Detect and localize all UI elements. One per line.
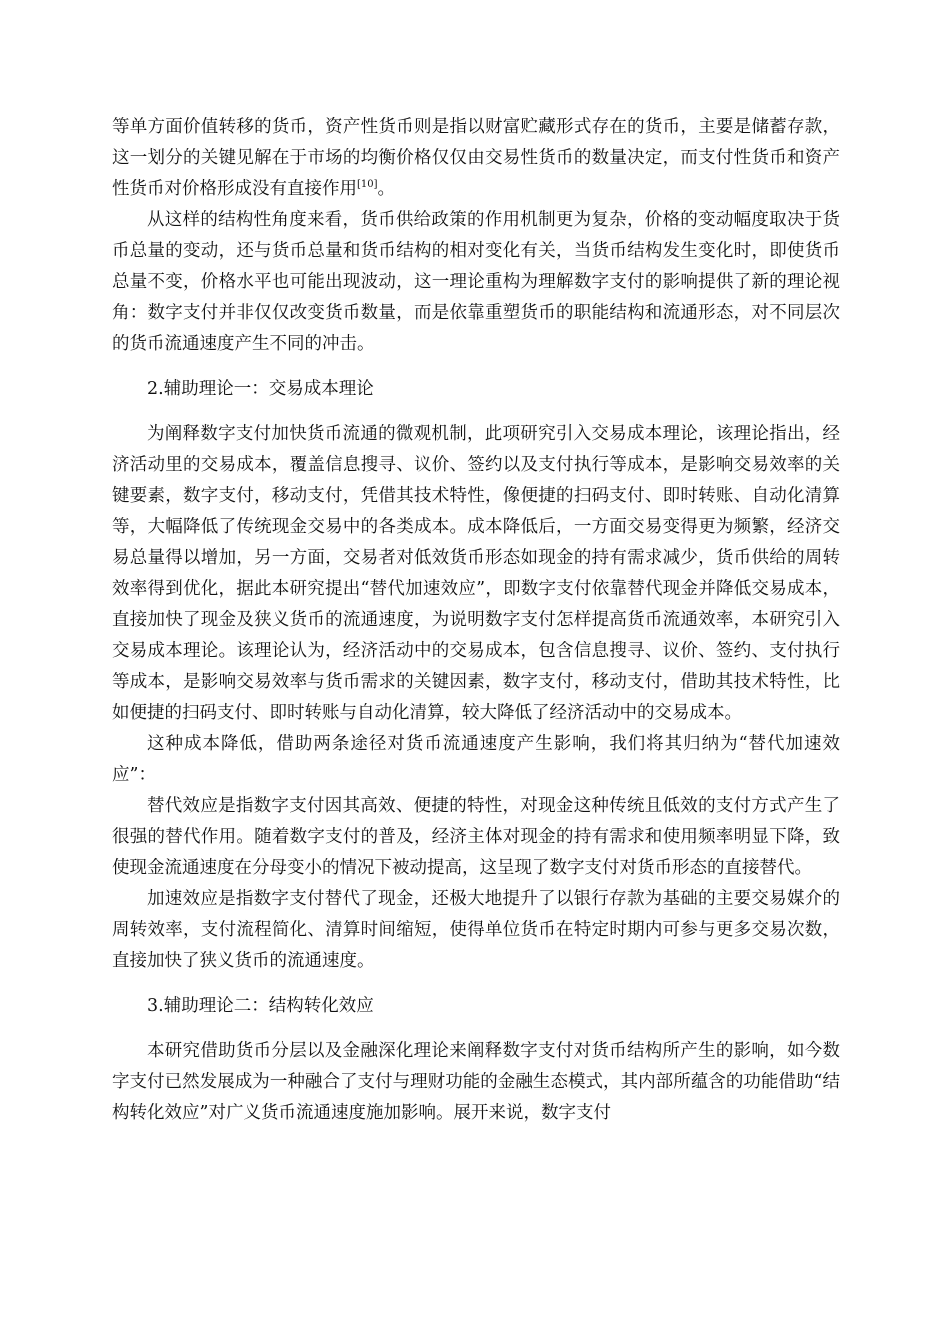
citation-marker: [10] [357,179,378,191]
paragraph-two-paths: 这种成本降低，借助两条途径对货币流通速度产生影响，我们将其归纳为“替代加速效应”： [112,734,840,785]
section-heading-structural-transformation: 3.辅助理论二：结构转化效应 [147,996,374,1016]
paragraph-structural-view: 从这样的结构性角度来看，货币供给政策的作用机制更为复杂，价格的变动幅度取决于货币总量的变动，还与货币总量和货币结构的相对变化有关，当货币结构发生变化时，即使货币总量不变，价格水平也可能出现波动，这一理论重构为理解数字支付的影响提供了新的理论视角：数字支付并非仅仅改变货币数量，而是依靠重塑货币的职能结构和流通形态，对不同层次的货币流通速度产生不同的冲击。 [112,210,840,354]
paragraph-end: 。 [377,179,396,199]
section-heading-transaction-cost: 2.辅助理论一：交易成本理论 [147,379,374,399]
paragraph-acceleration-effect: 加速效应是指数字支付替代了现金，还极大地提升了以银行存款为基础的主要交易媒介的周转效率，支付流程简化、清算时间缩短，使得单位货币在特定时期内可参与更多交易次数，直接加快了狭义货币的流通速度。 [112,889,840,971]
paragraph-substitution-effect: 替代效应是指数字支付因其高效、便捷的特性，对现金这种传统且低效的支付方式产生了很强的替代作用。随着数字支付的普及，经济主体对现金的持有需求和使用频率明显下降，致使现金流通速度在分母变小的情况下被动提高，这呈现了数字支付对货币形态的直接替代。 [112,796,840,878]
document-page [112,112,840,1129]
paragraph-text: 等单方面价值转移的货币，资产性货币则是指以财富贮藏形式存在的货币，主要是储蓄存款，这一划分的关键见解在于市场的均衡价格仅仅由交易性货币的数量决定，而支付性货币和资产性货币对价格形成没有直接作用 [112,117,840,199]
paragraph-transaction-cost: 为阐释数字支付加快货币流通的微观机制，此项研究引入交易成本理论，该理论指出，经济活动里的交易成本，覆盖信息搜寻、议价、签约以及支付执行等成本，是影响交易效率的关键要素，数字支付，移动支付，凭借其技术特性，像便捷的扫码支付、即时转账、自动化清算等，大幅降低了传统现金交易中的各类成本。成本降低后，一方面交易变得更为频繁，经济交易总量得以增加，另一方面，交易者对低效货币形态如现金的持有需求减少，货币供给的周转效率得到优化，据此本研究提出“替代加速效应”，即数字支付依靠替代现金并降低交易成本，直接加快了现金及狭义货币的流通速度，为说明数字支付怎样提高货币流通效率，本研究引入交易成本理论。该理论认为，经济活动中的交易成本，包含信息搜寻、议价、签约、支付执行等成本，是影响交易效率与货币需求的关键因素，数字支付，移动支付，借助其技术特性，比如便捷的扫码支付、即时转账与自动化清算，较大降低了经济活动中的交易成本。 [112,424,840,723]
paragraph-continued [112,112,840,205]
paragraph-structural-transformation: 本研究借助货币分层以及金融深化理论来阐释数字支付对货币结构所产生的影响，如今数字支付已然发展成为一种融合了支付与理财功能的金融生态模式，其内部所蕴含的功能借助“结构转化效应”对广义货币流通速度施加影响。展开来说，数字支付 [112,1041,840,1123]
